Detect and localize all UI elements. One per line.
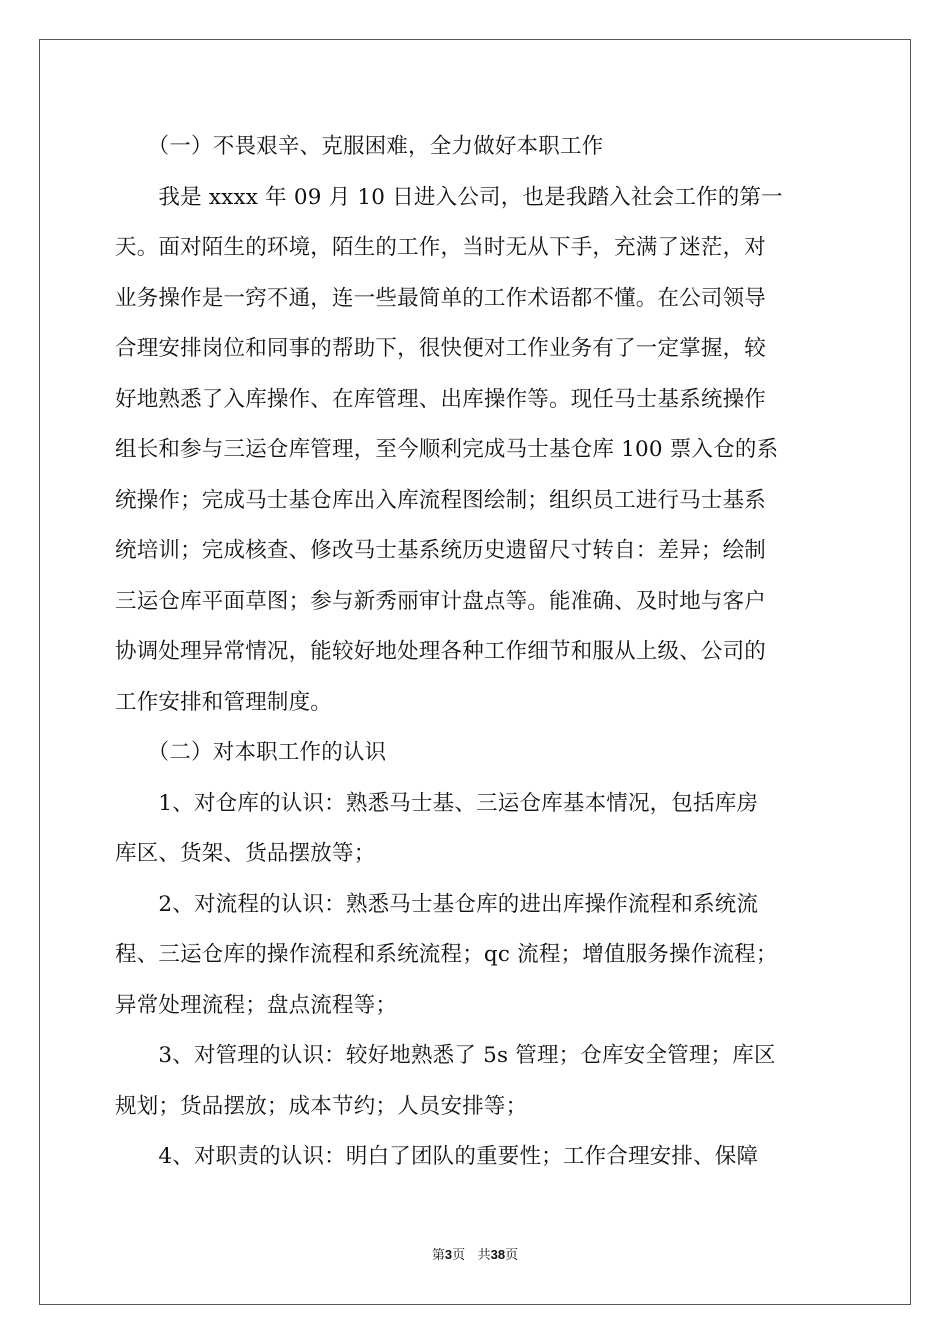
heading-section-2: （二）对本职工作的认识 bbox=[115, 740, 387, 765]
list-item-line: 1、对仓库的认识：熟悉马士基、三运仓库基本情况，包括库房 bbox=[115, 790, 759, 816]
paragraph-line: 协调处理异常情况，能较好地处理各种工作细节和服从上级、公司的 bbox=[115, 639, 767, 664]
page-number: 3 bbox=[444, 1247, 453, 1262]
total-prefix: 共 bbox=[477, 1248, 491, 1263]
paragraph-line: 三运仓库平面草图；参与新秀丽审计盘点等。能准确、及时地与客户 bbox=[115, 588, 767, 614]
paragraph-line: 统培训；完成核查、修改马士基系统历史遗留尺寸转自：差异；绘制 bbox=[115, 538, 767, 563]
list-item-line: 2、对流程的认识：熟悉马士基仓库的进出库操作流程和系统流 bbox=[115, 891, 759, 917]
paragraph-line: 组长和参与三运仓库管理，至今顺利完成马士基仓库 100 票入仓的系 bbox=[115, 437, 779, 462]
heading-section-1: （一）不畏艰辛、克服困难，全力做好本职工作 bbox=[115, 134, 604, 159]
paragraph-line: 我是 xxxx 年 09 月 10 日进入公司，也是我踏入社会工作的第一 bbox=[115, 184, 783, 210]
list-item-line: 程、三运仓库的操作流程和系统流程；qc 流程；增值服务操作流程； bbox=[115, 942, 778, 967]
total-pages: 38 bbox=[490, 1247, 506, 1262]
list-item-line: 库区、货架、货品摆放等； bbox=[115, 841, 376, 866]
document-body bbox=[115, 122, 840, 1183]
total-suffix: 页 bbox=[505, 1248, 519, 1263]
page-prefix: 第 bbox=[431, 1248, 445, 1263]
paragraph-line: 天。面对陌生的环境，陌生的工作，当时无从下手，充满了迷茫，对 bbox=[115, 235, 767, 260]
paragraph-line: 业务操作是一窍不通，连一些最简单的工作术语都不懂。在公司领导 bbox=[115, 285, 767, 311]
page-suffix: 页 bbox=[452, 1248, 466, 1263]
list-item-line: 3、对管理的认识：较好地熟悉了 5s 管理；仓库安全管理；库区 bbox=[115, 1043, 776, 1068]
list-item-line: 异常处理流程；盘点流程等； bbox=[115, 992, 398, 1018]
page-footer bbox=[0, 1247, 950, 1264]
list-item-line: 规划；货品摆放；成本节约；人员安排等； bbox=[115, 1093, 528, 1119]
list-item-line: 4、对职责的认识：明白了团队的重要性；工作合理安排、保障 bbox=[115, 1144, 759, 1169]
paragraph-line: 好地熟悉了入库操作、在库管理、出库操作等。现任马士基系统操作 bbox=[115, 386, 767, 412]
paragraph-line: 统操作；完成马士基仓库出入库流程图绘制；组织员工进行马士基系 bbox=[115, 487, 767, 513]
paragraph-line: 工作安排和管理制度。 bbox=[115, 689, 333, 715]
paragraph-line: 合理安排岗位和同事的帮助下，很快便对工作业务有了一定掌握，较 bbox=[115, 336, 767, 361]
